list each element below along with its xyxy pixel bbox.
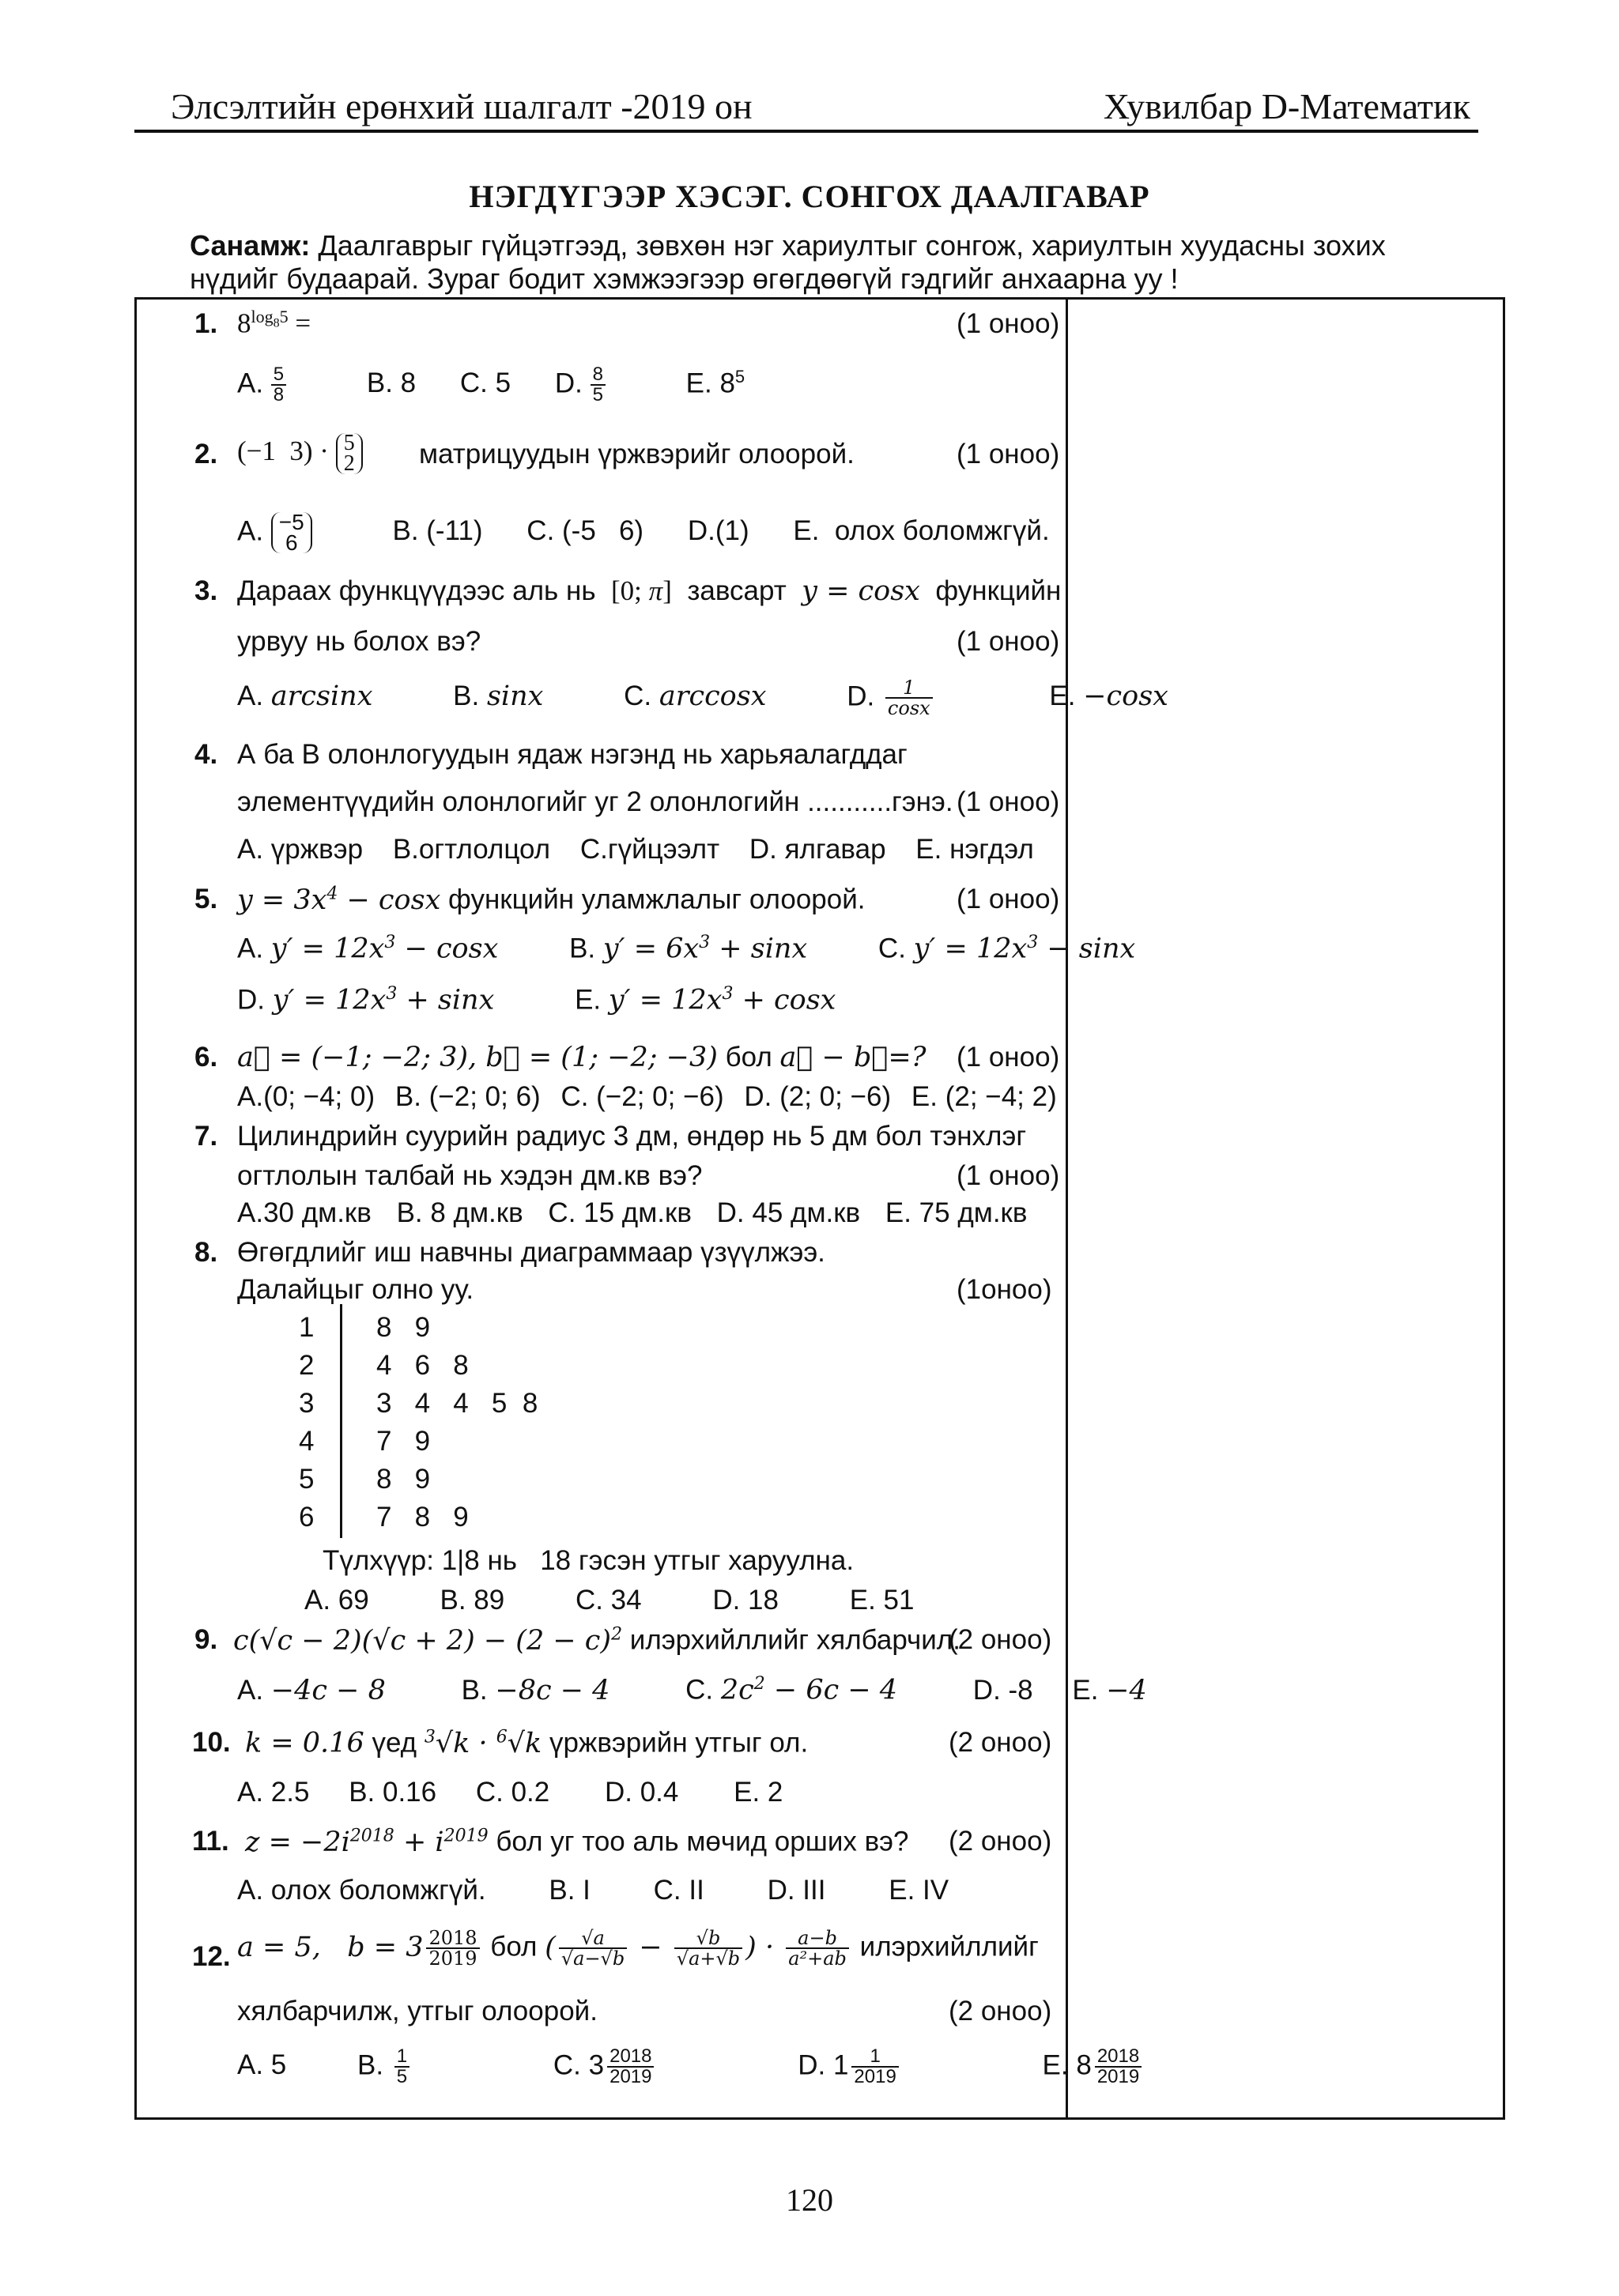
q1-option-d[interactable]: D. $\frac{8}{5}$ <box>555 365 642 405</box>
q12-options <box>237 2047 1251 2087</box>
q5-points: (1 оноо) <box>957 884 1060 914</box>
q8-option-a[interactable]: A. 69 <box>304 1585 369 1615</box>
q3-option-e[interactable]: E. −cosx <box>1049 681 1168 713</box>
q10-option-e[interactable]: E. 2 <box>734 1777 783 1808</box>
q2-text: матрицуудын үржвэрийг олоорой. <box>419 439 855 469</box>
q10-option-c[interactable]: C. 0.2 <box>475 1777 550 1808</box>
instructions-note <box>190 229 1478 296</box>
q12-values: a = 5, b = 3 $\frac{2018}{2019}$ <box>237 1932 483 1963</box>
q12-number: 12. <box>192 1941 231 1972</box>
q5-option-e[interactable]: E. $y' = 12x^3 + \cos x$ <box>575 984 836 1016</box>
q11-option-b[interactable]: B. I <box>549 1875 591 1906</box>
q7-option-e[interactable]: E. 75 дм.кв <box>885 1197 1028 1228</box>
q9-line <box>233 1624 960 1657</box>
q6-option-c[interactable]: C. (−2; 0; −6) <box>560 1081 724 1112</box>
q6-option-b[interactable]: B. (−2; 0; 6) <box>394 1081 541 1112</box>
q8-points: (1оноо) <box>957 1274 1052 1305</box>
q2-option-c[interactable]: C. (-5 6) <box>526 515 644 547</box>
q3-option-b[interactable]: B. sinx <box>453 681 544 713</box>
q4-line-2: элементүүдийн олонлогийг уг 2 олонлогийн ...........гэнэ. <box>237 786 953 817</box>
q3-points: (1 оноо) <box>957 626 1060 657</box>
q4-option-e[interactable]: E. нэгдэл <box>915 834 1034 865</box>
q10-k-value: k = 0.16 <box>245 1727 364 1759</box>
q9-option-a[interactable]: A. −4c − 8 <box>237 1674 386 1706</box>
q3-text-c: функцийн <box>935 575 1062 606</box>
q7-option-b[interactable]: B. 8 дм.кв <box>396 1197 523 1228</box>
q11-points: (2 оноо) <box>949 1826 1052 1857</box>
q11-option-d[interactable]: D. III <box>767 1875 826 1906</box>
q10-text-a: үед <box>372 1727 417 1759</box>
leaves-1: 8 9 <box>376 1312 431 1343</box>
q5-option-b[interactable]: B. $y' = 6x^3 + \sin x$ <box>569 933 808 965</box>
leaves-4: 7 9 <box>376 1426 431 1457</box>
q8-line-1: Өгөгдлийг иш навчны диаграммаар үзүүлжээ. <box>237 1237 825 1268</box>
q8-option-c[interactable]: C. 34 <box>575 1585 642 1615</box>
q5-option-c[interactable]: C. $y' = 12x^3 - \sin x$ <box>877 933 1136 965</box>
q8-option-e[interactable]: E. 51 <box>849 1585 915 1615</box>
q7-option-d[interactable]: D. 45 дм.кв <box>716 1197 861 1228</box>
q12-line-1 <box>237 1928 1039 1968</box>
q7-option-a[interactable]: A.30 дм.кв <box>237 1197 372 1228</box>
q7-options <box>237 1197 1063 1229</box>
header-rule <box>134 130 1478 133</box>
q5-options-row-2 <box>237 984 908 1016</box>
stem-6: 6 <box>299 1502 315 1533</box>
q6-option-e[interactable]: E. (2; −4; 2) <box>911 1081 1057 1112</box>
q10-expression: $^3$√k · $^6$√k <box>424 1727 542 1759</box>
q6-text: бол <box>725 1042 772 1073</box>
q6-option-d[interactable]: D. (2; 0; −6) <box>744 1081 892 1112</box>
q3-line-1 <box>237 575 1061 607</box>
q3-option-d[interactable]: D. $\frac{1}{\cos x}$ <box>847 678 1005 718</box>
q12-option-d[interactable]: D. 1 $\frac{1}{2019}$ <box>798 2047 972 2087</box>
q1-option-b[interactable]: B. 8 <box>366 368 417 399</box>
q9-option-d[interactable]: D. -8 <box>972 1674 1033 1706</box>
q12-line-2: хялбарчилж, утгыг олоорой. <box>237 1996 598 2026</box>
q11-expression: $z = -2i^{2018} + i^{2019}$ <box>245 1826 489 1858</box>
q12-text-a: бол <box>490 1931 538 1962</box>
q8-option-b[interactable]: B. 89 <box>440 1585 505 1615</box>
q11-options <box>237 1875 985 1906</box>
q2-option-b[interactable]: B. (-11) <box>392 515 483 547</box>
q4-line-1: А ба В олонлогуудын ядаж нэгэнд нь харьяалагддаг <box>237 739 908 770</box>
q5-option-a[interactable]: A. $y' = 12x^3 - \cos x$ <box>237 933 499 965</box>
q9-option-b[interactable]: B. −8c − 4 <box>461 1674 610 1706</box>
q7-option-c[interactable]: C. 15 дм.кв <box>548 1197 692 1228</box>
q12-text-b: илэрхийллийг <box>859 1931 1039 1962</box>
q3-line-2: урвуу нь болох вэ? <box>237 626 481 657</box>
q12-points: (2 оноо) <box>949 1996 1052 2026</box>
q1-option-e[interactable]: E. $8^5$ <box>685 366 745 399</box>
variant-label: Хувилбар D-Математик <box>1103 86 1470 126</box>
q5-text: функцийн уламжлалыг олоорой. <box>448 884 866 915</box>
q4-option-a[interactable]: A. үржвэр <box>237 834 364 865</box>
q7-points: (1 оноо) <box>957 1160 1060 1191</box>
leaves-6: 7 8 9 <box>376 1502 469 1533</box>
q8-key: Түлхүүр: 1|8 нь 18 гэсэн утгыг харуулна. <box>323 1545 855 1576</box>
q12-expression: ( $\frac{√a}{√a-√b}$ − $\frac{√b}{√a+√b}$ ) · $\frac{a-b}{\text{a²+ab}}$ <box>545 1932 852 1963</box>
q2-option-e[interactable]: E. олох боломжгүй. <box>793 515 1050 547</box>
stem-3: 3 <box>299 1388 315 1419</box>
q6-question: a⃗ − b⃗=? <box>779 1042 926 1073</box>
q10-option-b[interactable]: B. 0.16 <box>349 1777 437 1808</box>
q9-option-c[interactable]: C. $2c^2 - 6c - 4$ <box>685 1674 898 1706</box>
stem-2: 2 <box>299 1350 315 1381</box>
leaves-2: 4 6 8 <box>376 1350 469 1381</box>
q7-number: 7. <box>194 1121 218 1152</box>
page-number: 120 <box>786 2182 833 2218</box>
q3-option-c[interactable]: C. arccosx <box>624 681 767 713</box>
q3-text-a: Дараах функцүүдээс аль нь <box>237 575 596 606</box>
q3-interval: [0; π] <box>611 575 672 606</box>
leaves-5: 8 9 <box>376 1464 431 1495</box>
q10-line <box>245 1727 808 1759</box>
exam-title: Элсэлтийн ерөнхий шалгалт -2019 он <box>171 86 753 126</box>
part-title: НЭГДҮГЭЭР ХЭСЭГ. СОНГОХ ДААЛГАВАР <box>469 179 1150 214</box>
q10-option-d[interactable]: D. 0.4 <box>604 1777 679 1808</box>
note-label: Санамж: <box>190 229 311 262</box>
q1-number: 1. <box>194 308 218 339</box>
q9-text: илэрхийллийг хялбарчил. <box>629 1624 960 1656</box>
q12-option-c[interactable]: C. 3 $\frac{2018}{2019}$ <box>553 2047 727 2087</box>
leaves-3: 3 4 4 5 8 <box>376 1388 538 1419</box>
q1-points: (1 оноо) <box>957 308 1060 339</box>
q2-number: 2. <box>194 439 218 469</box>
q9-points: (2 оноо) <box>949 1624 1052 1655</box>
q11-option-e[interactable]: E. IV <box>889 1875 949 1906</box>
q10-text-b: үржвэрийн утгыг ол. <box>549 1727 809 1759</box>
q5-number: 5. <box>194 884 218 914</box>
q10-points: (2 оноо) <box>949 1727 1052 1758</box>
q6-option-a[interactable]: A.(0; −4; 0) <box>237 1081 376 1112</box>
q10-options <box>237 1777 819 1808</box>
q7-line-2: огтлолын талбай нь хэдэн дм.кв вэ? <box>237 1160 703 1191</box>
q5-line <box>237 884 866 916</box>
q11-option-a[interactable]: A. олох боломжгүй. <box>237 1875 486 1906</box>
q2-option-a[interactable]: A. −5 6 <box>237 512 349 553</box>
q1-expression: $8^{log_85}$ = <box>237 307 311 339</box>
q4-options <box>237 834 1070 865</box>
stem-4: 4 <box>299 1426 315 1457</box>
q4-number: 4. <box>194 739 218 770</box>
q4-option-c[interactable]: C.гүйцээлт <box>579 834 720 865</box>
q2-options <box>237 512 1086 553</box>
q3-option-a[interactable]: A. arcsinx <box>237 681 373 713</box>
q1-options <box>237 365 781 405</box>
q3-options <box>237 678 1241 718</box>
q6-number: 6. <box>194 1042 218 1073</box>
q4-option-d[interactable]: D. ялгавар <box>749 834 886 865</box>
q11-option-c[interactable]: C. II <box>653 1875 704 1906</box>
q3-number: 3. <box>194 575 218 606</box>
q8-option-d[interactable]: D. 18 <box>712 1585 779 1615</box>
q9-options <box>237 1674 1220 1706</box>
q1-option-a[interactable]: A. $\frac{5}{8}$ <box>237 365 323 405</box>
q2-points: (1 оноо) <box>957 439 1060 469</box>
q9-expression: $c(√c - 2)(√c + 2) - (2 - c)^2$ <box>233 1624 623 1657</box>
q6-line <box>237 1042 926 1073</box>
q10-number: 10. <box>192 1727 231 1758</box>
q2-option-d[interactable]: D.(1) <box>687 515 749 547</box>
q3-text-b: завсарт <box>687 575 787 606</box>
q6-points: (1 оноо) <box>957 1042 1060 1073</box>
q6-options <box>237 1081 1093 1113</box>
q5-options-row-1 <box>237 933 1208 965</box>
q11-number: 11. <box>192 1826 229 1857</box>
stem-leaf-divider <box>340 1304 342 1538</box>
q12-option-a[interactable]: A. 5 <box>237 2049 287 2081</box>
stem-5: 5 <box>299 1464 315 1495</box>
q8-number: 8. <box>194 1237 218 1268</box>
q5-function: $y = 3x^4 - \cos x$ <box>237 884 441 916</box>
stem-1: 1 <box>299 1312 315 1343</box>
q4-points: (1 оноо) <box>957 786 1060 817</box>
q10-option-a[interactable]: A. 2.5 <box>237 1777 310 1808</box>
q1-option-c[interactable]: C. 5 <box>459 368 511 399</box>
q11-line <box>245 1826 909 1858</box>
q3-function: y = cosx <box>802 575 920 607</box>
q4-option-b[interactable]: B.огтлолцол <box>392 834 551 865</box>
q7-line-1: Цилиндрийн суурийн радиус 3 дм, өндөр нь 5 дм бол тэнхлэг <box>237 1121 1027 1152</box>
q12-option-b[interactable]: B. $\frac{1}{5}$ <box>357 2047 482 2087</box>
q6-vectors: a⃗ = (−1; −2; 3), b⃗ = (1; −2; −3) <box>237 1042 718 1073</box>
q8-options <box>304 1585 950 1616</box>
q9-option-e[interactable]: E. −4 <box>1072 1674 1147 1706</box>
note-text: Даалгаврыг гүйцэтгээд, зөвхөн нэг хариултыг сонгож, хариултын хуудасны зохих нүдийг будаарай. Зураг бодит хэмжээгээр өгөгдөөгүй гэдгийг анхаарна уу ! <box>190 229 1386 295</box>
q12-option-e[interactable]: E. 8 $\frac{2018}{2019}$ <box>1043 2047 1215 2087</box>
q9-number: 9. <box>194 1624 218 1655</box>
q11-text: бол уг тоо аль мөчид орших вэ? <box>496 1826 909 1857</box>
q5-option-d[interactable]: D. $y' = 12x^3 + \sin x$ <box>237 984 495 1016</box>
answer-column-divider <box>1066 297 1068 2120</box>
q8-line-2: Далайцыг олно уу. <box>237 1274 474 1305</box>
q2-matrix-product: (−1 3) · 5 2 <box>237 433 363 474</box>
